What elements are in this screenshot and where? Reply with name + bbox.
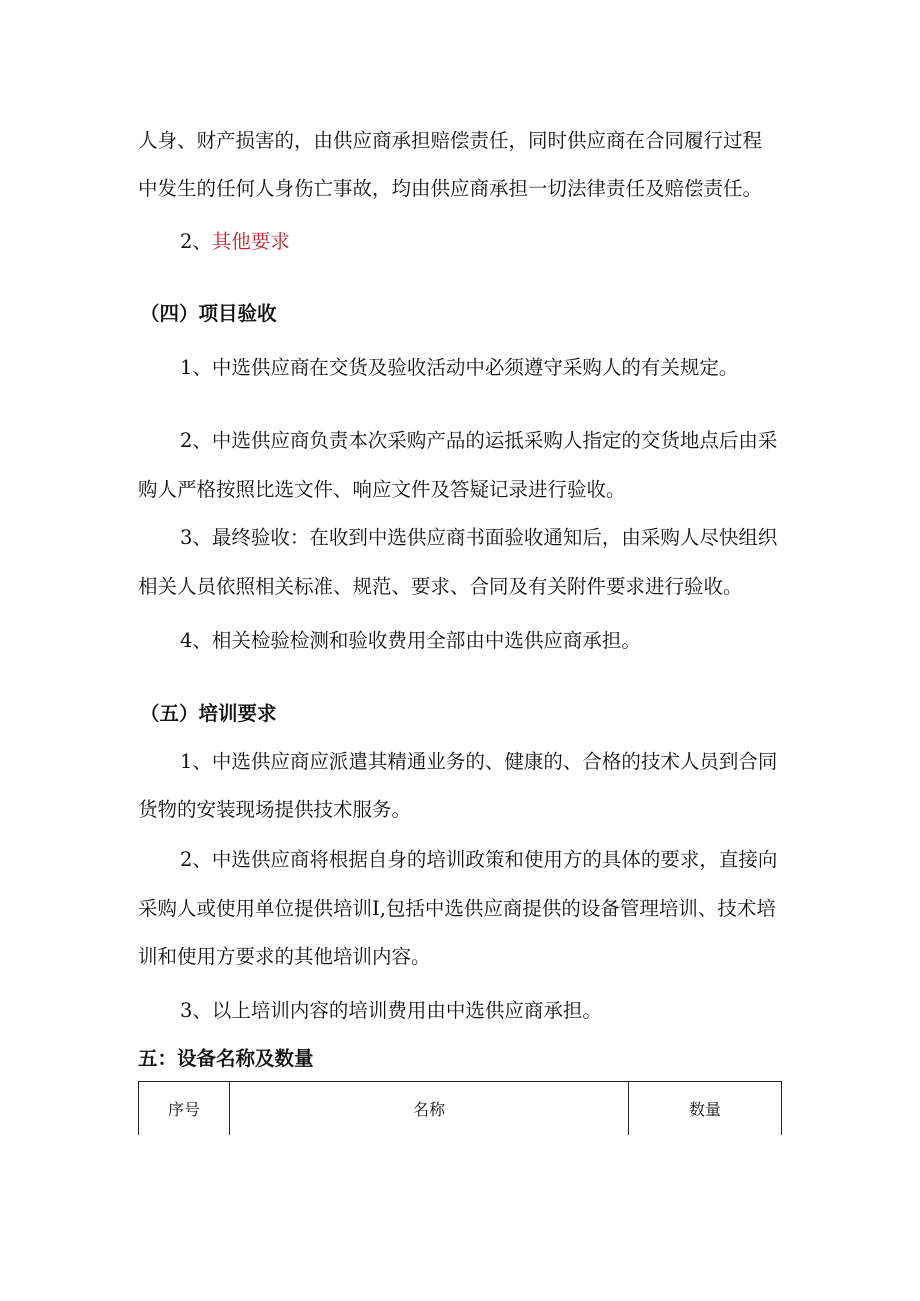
equipment-section-title: 五：设备名称及数量 [138,1047,314,1070]
paragraph-line: 中发生的任何人身伤亡事故，均由供应商承担一切法律责任及赔偿责任。 [138,177,763,200]
equipment-table [138,1081,782,1135]
list-item-line: 1、中选供应商在交货及验收活动中必须遵守采购人的有关规定。 [180,356,739,379]
section-heading-acceptance: （四）项目验收 [140,302,277,325]
list-item-line: 训和使用方要求的其他培训内容。 [138,945,431,968]
list-item-line: 相关人员依照相关标准、规范、要求、合同及有关附件要求进行验收。 [138,575,743,598]
header-cell-index: 序号 [139,1082,230,1136]
list-item-line: 购人严格按照比选文件、响应文件及答疑记录进行验收。 [138,478,626,501]
header-cell-name: 名称 [230,1082,629,1136]
list-item-line: 采购人或使用单位提供培训I,包括中选供应商提供的设备管理培训、技术培 [138,897,776,920]
list-item-line: 货物的安装现场提供技术服务。 [138,798,412,821]
list-item-line: 4、相关检验检测和验收费用全部由中选供应商承担。 [180,629,641,652]
paragraph-line: 人身、财产损害的，由供应商承担赔偿责任，同时供应商在合同履行过程 [138,129,763,152]
other-requirements-item [180,232,290,252]
list-item-line: 2、中选供应商负责本次采购产品的运抵采购人指定的交货地点后由采 [180,429,778,452]
header-cell-quantity: 数量 [629,1082,782,1136]
item-number: 2、 [180,230,212,253]
other-requirements-text: 其他要求 [211,230,290,253]
table-header-row [139,1082,782,1136]
list-item-line: 1、中选供应商应派遣其精通业务的、健康的、合格的技术人员到合同 [180,750,778,773]
list-item-line: 2、中选供应商将根据自身的培训政策和使用方的具体的要求，直接向 [180,848,778,871]
section-heading-training: （五）培训要求 [140,702,277,725]
list-item-line: 3、以上培训内容的培训费用由中选供应商承担。 [180,999,602,1022]
list-item-line: 3、最终验收：在收到中选供应商书面验收通知后，由采购人尽快组织 [180,526,778,549]
